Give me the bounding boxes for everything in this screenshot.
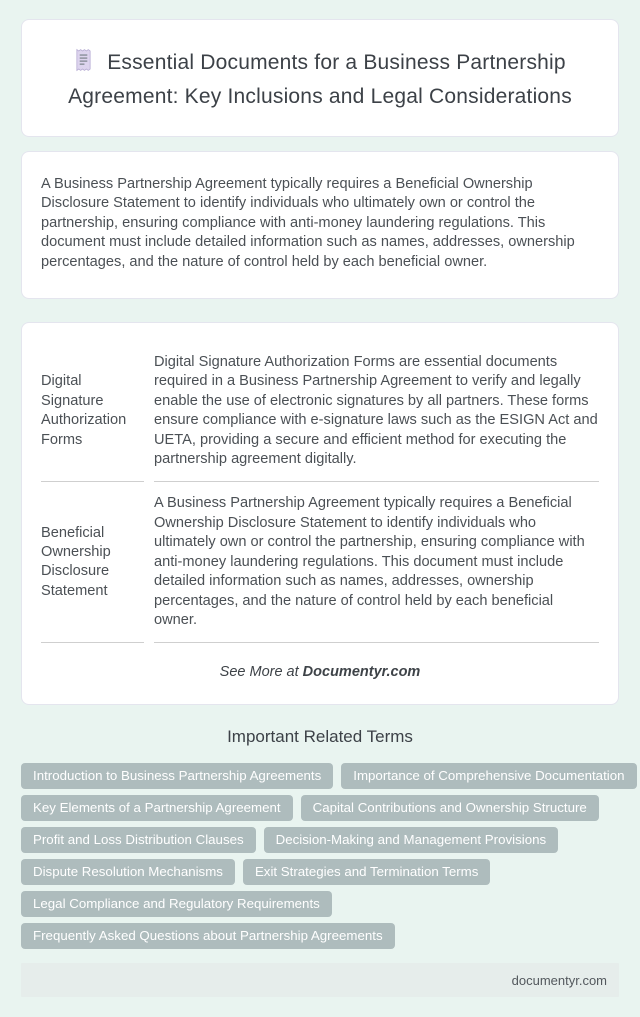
summary-text: A Business Partnership Agreement typically requires a Beneficial Ownership Disclosure Statement to identify individuals who ultimately own or control the partnership, ensuring compliance with anti-money laundering regulations. This document must include detailed information such as names, addresses, ownership percentages, and the nature of control held by each beneficial owner. (41, 176, 575, 270)
related-term-tag[interactable]: Decision-Making and Management Provisions (264, 827, 559, 853)
related-term-tag[interactable]: Introduction to Business Partnership Agreements (21, 763, 333, 789)
documents-table-card (21, 322, 619, 705)
tag-row (21, 859, 619, 885)
see-more-prefix: See More at (219, 664, 303, 681)
related-term-tag[interactable]: Capital Contributions and Ownership Structure (301, 795, 599, 821)
document-term: Digital Signature Authorization Forms (41, 373, 127, 448)
summary-card (21, 151, 619, 299)
related-term-tag[interactable]: Key Elements of a Partnership Agreement (21, 795, 293, 821)
tag-row (21, 827, 619, 853)
related-term-tag[interactable]: Importance of Comprehensive Documentation (341, 763, 636, 789)
tag-row (21, 795, 619, 821)
title-card (21, 19, 619, 137)
page-title-text: Essential Documents for a Business Partnership Agreement: Key Inclusions and Legal Considerations (68, 51, 572, 108)
tag-row (21, 763, 625, 789)
related-term-tag[interactable]: Profit and Loss Distribution Clauses (21, 827, 256, 853)
table-row-term (41, 482, 144, 643)
related-terms-heading: Important Related Terms (227, 727, 413, 747)
tag-row (21, 923, 619, 949)
document-description: A Business Partnership Agreement typically requires a Beneficial Ownership Disclosure Statement to identify individuals who ultimately own or control the partnership, ensuring compliance with anti-money laundering regulations. This document must include detailed information such as names, addresses, ownership percentages, and the nature of control held by each beneficial owner. (154, 495, 585, 628)
table-row-description (154, 482, 599, 643)
related-term-tag[interactable]: Exit Strategies and Termination Terms (243, 859, 490, 885)
page-title (48, 47, 592, 112)
table-row-description (154, 341, 599, 482)
table-row-term (41, 341, 144, 482)
related-term-tag[interactable]: Dispute Resolution Mechanisms (21, 859, 235, 885)
documents-table (41, 341, 599, 643)
document-term: Beneficial Ownership Disclosure Statement (41, 524, 111, 599)
related-terms-tags (21, 763, 625, 949)
footer-site-text: documentyr.com (511, 972, 607, 988)
see-more-line (41, 664, 599, 680)
document-description: Digital Signature Authorization Forms are essential documents required in a Business Partnership Agreement to verify and legally enable the use of electronic signatures by all partners. These forms ensure compliance with e-signature laws such as the ESIGN Act and UETA, providing a secure and efficient method for executing the partnership agreement digitally. (154, 354, 598, 468)
tag-row (21, 891, 619, 917)
see-more-site-link[interactable]: Documentyr.com (302, 664, 421, 681)
footer-bar (21, 963, 619, 997)
related-term-tag[interactable]: Frequently Asked Questions about Partnership Agreements (21, 923, 395, 949)
related-term-tag[interactable]: Legal Compliance and Regulatory Requirements (21, 891, 332, 917)
receipt-icon (74, 48, 93, 81)
